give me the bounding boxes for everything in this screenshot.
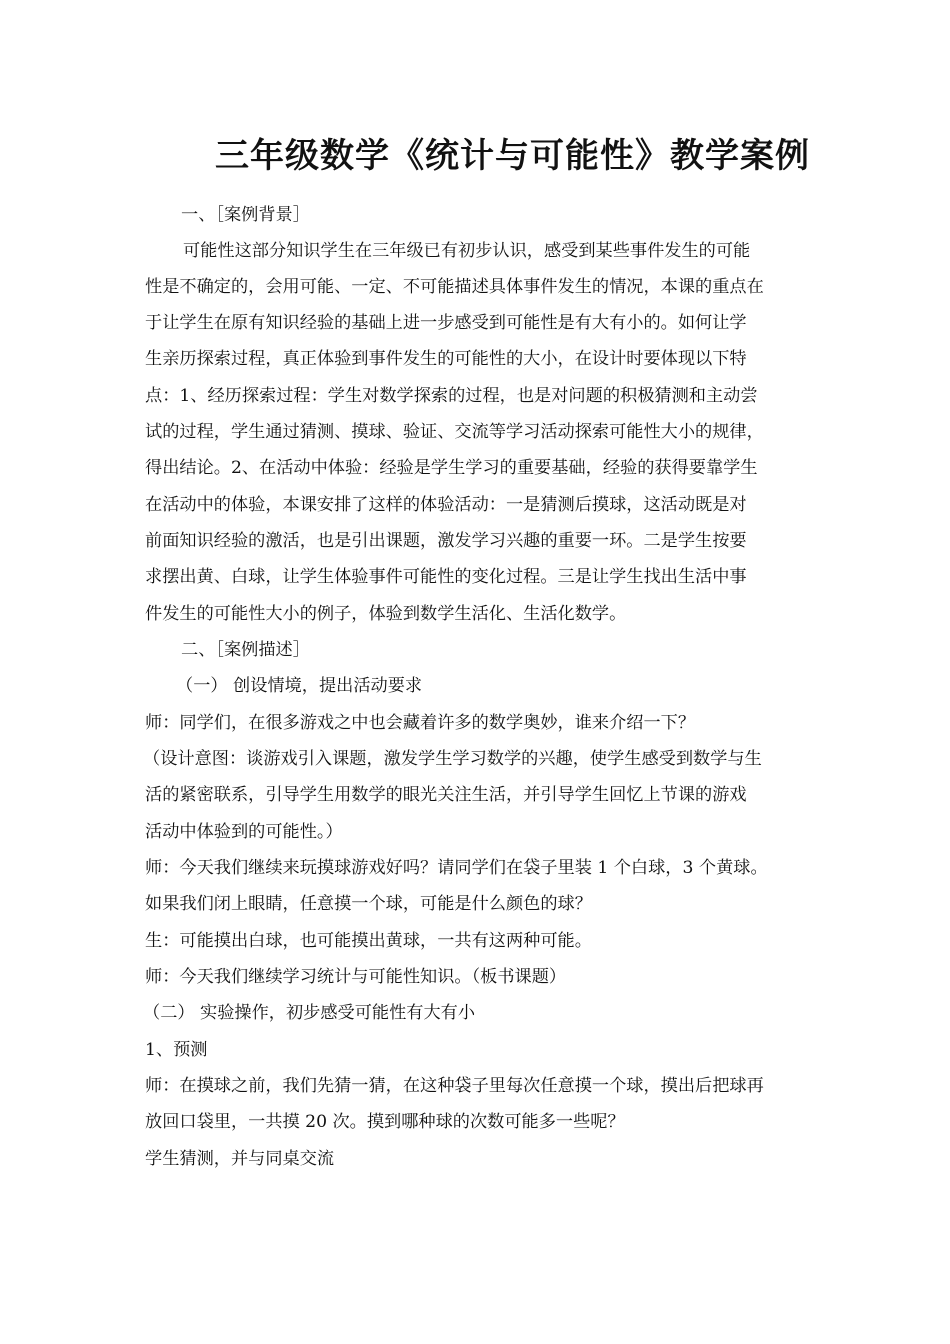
paragraph-line: 点：1、经历探索过程：学生对数学探索的过程，也是对问题的积极猜测和主动尝 <box>145 386 758 406</box>
paragraph-line: 放回口袋里，一共摸 20 次。摸到哪种球的次数可能多一些呢？ <box>145 1112 625 1132</box>
section-heading-description: 二、［案例描述］ <box>181 640 310 660</box>
paragraph-line: 可能性这部分知识学生在三年级已有初步认识，感受到某些事件发生的可能 <box>183 241 751 261</box>
paragraph-line: 师：同学们，在很多游戏之中也会藏着许多的数学奥妙，谁来介绍一下？ <box>145 713 696 733</box>
paragraph-line: 学生猜测，并与同桌交流 <box>145 1149 335 1169</box>
paragraph-line: 前面知识经验的激活，也是引出课题，激发学习兴趣的重要一环。二是学生按要 <box>145 531 747 551</box>
document-title: 三年级数学《统计与可能性》教学案例 <box>215 136 810 176</box>
paragraph-line: 在活动中的体验，本课安排了这样的体验活动：一是猜测后摸球，这活动既是对 <box>145 495 747 515</box>
paragraph-line: 得出结论。2、在活动中体验：经验是学生学习的重要基础，经验的获得要靠学生 <box>145 458 758 478</box>
paragraph-line: 1、预测 <box>145 1040 208 1060</box>
paragraph-line: 活动中体验到的可能性。） <box>145 822 343 842</box>
paragraph-line: 如果我们闭上眼睛，任意摸一个球，可能是什么颜色的球？ <box>145 894 592 914</box>
subsection-heading: （二） 实验操作，初步感受可能性有大有小 <box>143 1003 476 1023</box>
paragraph-line: （设计意图：谈游戏引入课题，激发学生学习数学的兴趣，使学生感受到数学与生 <box>143 749 762 769</box>
paragraph-line: 活的紧密联系，引导学生用数学的眼光关注生活，并引导学生回忆上节课的游戏 <box>145 785 747 805</box>
section-heading-background: 一、［案例背景］ <box>181 205 310 225</box>
paragraph-line: 试的过程，学生通过猜测、摸球、验证、交流等学习活动探索可能性大小的规律， <box>145 422 764 442</box>
paragraph-line: 件发生的可能性大小的例子，体验到数学生活化、生活化数学。 <box>145 604 627 624</box>
paragraph-line: 师：今天我们继续学习统计与可能性知识。（板书课题） <box>145 967 567 987</box>
paragraph-line: 生：可能摸出白球，也可能摸出黄球，一共有这两种可能。 <box>145 931 592 951</box>
paragraph-line: 师：在摸球之前，我们先猜一猜，在这种袋子里每次任意摸一个球，摸出后把球再 <box>145 1076 764 1096</box>
subsection-heading: （一） 创设情境，提出活动要求 <box>176 676 423 696</box>
paragraph-line: 师：今天我们继续来玩摸球游戏好吗？请同学们在袋子里装 1 个白球，3 个黄球。 <box>145 858 768 878</box>
paragraph-line: 求摆出黄、白球，让学生体验事件可能性的变化过程。三是让学生找出生活中事 <box>145 567 747 587</box>
paragraph-line: 性是不确定的，会用可能、一定、不可能描述具体事件发生的情况，本课的重点在 <box>145 277 764 297</box>
paragraph-line: 生亲历探索过程，真正体验到事件发生的可能性的大小，在设计时要体现以下特 <box>145 349 747 369</box>
paragraph-line: 于让学生在原有知识经验的基础上进一步感受到可能性是有大有小的。如何让学 <box>145 313 747 333</box>
